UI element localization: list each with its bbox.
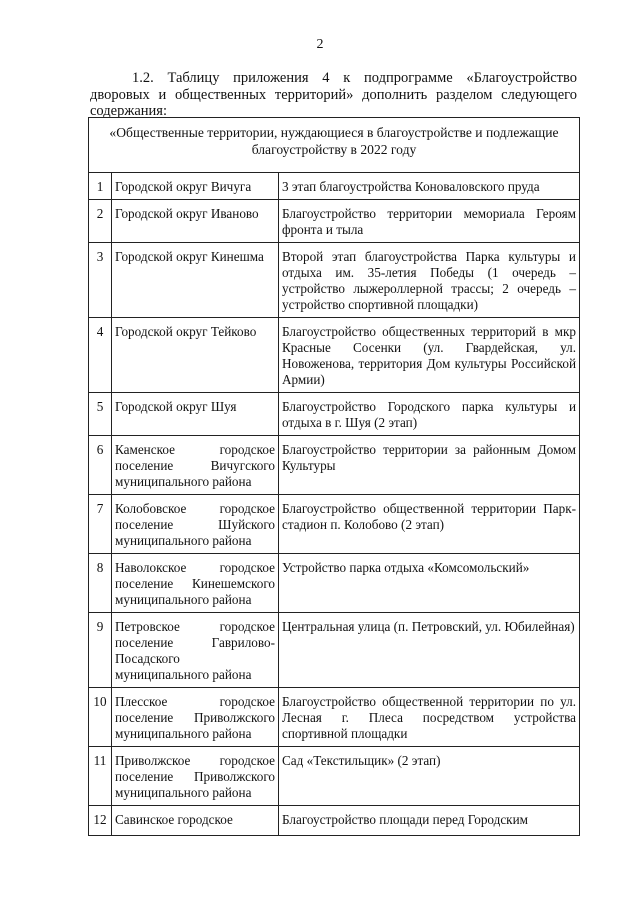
table-row (89, 747, 580, 806)
row-number: 9 (89, 613, 112, 688)
row-object: 3 этап благоустройства Коноваловского пруда (279, 173, 580, 200)
row-number: 11 (89, 747, 112, 806)
row-number: 4 (89, 318, 112, 393)
row-municipality: Наволокское городское поселение Кинешемского муниципального района (112, 554, 279, 613)
intro-paragraph: 1.2. Таблицу приложения 4 к подпрограмме «Благоустройство дворовых и общественных территорий» дополнить разделом следующего содержания: (90, 70, 577, 119)
table-row (89, 393, 580, 436)
row-municipality: Городской округ Вичуга (112, 173, 279, 200)
table-row (89, 318, 580, 393)
row-number: 10 (89, 688, 112, 747)
row-municipality: Городской округ Иваново (112, 200, 279, 243)
row-number: 12 (89, 806, 112, 836)
row-object: Устройство парка отдыха «Комсомольский» (279, 554, 580, 613)
row-object: Благоустройство общественной территории по ул. Лесная г. Плеса посредством устройства спортивной площадки (279, 688, 580, 747)
table-row (89, 613, 580, 688)
row-municipality: Колобовское городское поселение Шуйского муниципального района (112, 495, 279, 554)
row-object: Благоустройство площади перед Городским (279, 806, 580, 836)
row-municipality: Савинское городское (112, 806, 279, 836)
row-object: Второй этап благоустройства Парка культуры и отдыха им. 35-летия Победы (1 очередь – устройство лыжероллерной трассы; 2 очередь – устройство спортивной площадки) (279, 243, 580, 318)
row-number: 5 (89, 393, 112, 436)
table-title-row (89, 118, 580, 173)
row-municipality: Городской округ Кинешма (112, 243, 279, 318)
row-object: Благоустройство Городского парка культуры и отдыха в г. Шуя (2 этап) (279, 393, 580, 436)
table-body (89, 173, 580, 836)
table-row (89, 436, 580, 495)
table-row (89, 243, 580, 318)
row-object: Благоустройство общественной территории Парк-стадион п. Колобово (2 этап) (279, 495, 580, 554)
row-number: 1 (89, 173, 112, 200)
row-number: 3 (89, 243, 112, 318)
row-municipality: Городской округ Шуя (112, 393, 279, 436)
table-row (89, 688, 580, 747)
table-title: «Общественные территории, нуждающиеся в благоустройстве и подлежащие благоустройству в 2022 году (89, 118, 580, 173)
row-municipality: Приволжское городское поселение Приволжского муниципального района (112, 747, 279, 806)
page-number: 2 (316, 37, 324, 52)
table-row (89, 200, 580, 243)
row-number: 2 (89, 200, 112, 243)
row-number: 8 (89, 554, 112, 613)
table-row (89, 554, 580, 613)
table-row (89, 173, 580, 200)
row-object: Благоустройство общественных территорий в мкр Красные Сосенки (ул. Гвардейская, ул. Новоженова, территория Дом культуры Российской Армии) (279, 318, 580, 393)
territories-table (88, 117, 580, 836)
row-municipality: Петровское городское поселение Гаврилово-Посадского муниципального района (112, 613, 279, 688)
row-object: Центральная улица (п. Петровский, ул. Юбилейная) (279, 613, 580, 688)
row-object: Сад «Текстильщик» (2 этап) (279, 747, 580, 806)
row-municipality: Городской округ Тейково (112, 318, 279, 393)
row-object: Благоустройство территории мемориала Героям фронта и тыла (279, 200, 580, 243)
row-municipality: Плесское городское поселение Приволжского муниципального района (112, 688, 279, 747)
row-number: 7 (89, 495, 112, 554)
row-municipality: Каменское городское поселение Вичугского муниципального района (112, 436, 279, 495)
table-row (89, 806, 580, 836)
table-row (89, 495, 580, 554)
row-object: Благоустройство территории за районным Домом Культуры (279, 436, 580, 495)
row-number: 6 (89, 436, 112, 495)
